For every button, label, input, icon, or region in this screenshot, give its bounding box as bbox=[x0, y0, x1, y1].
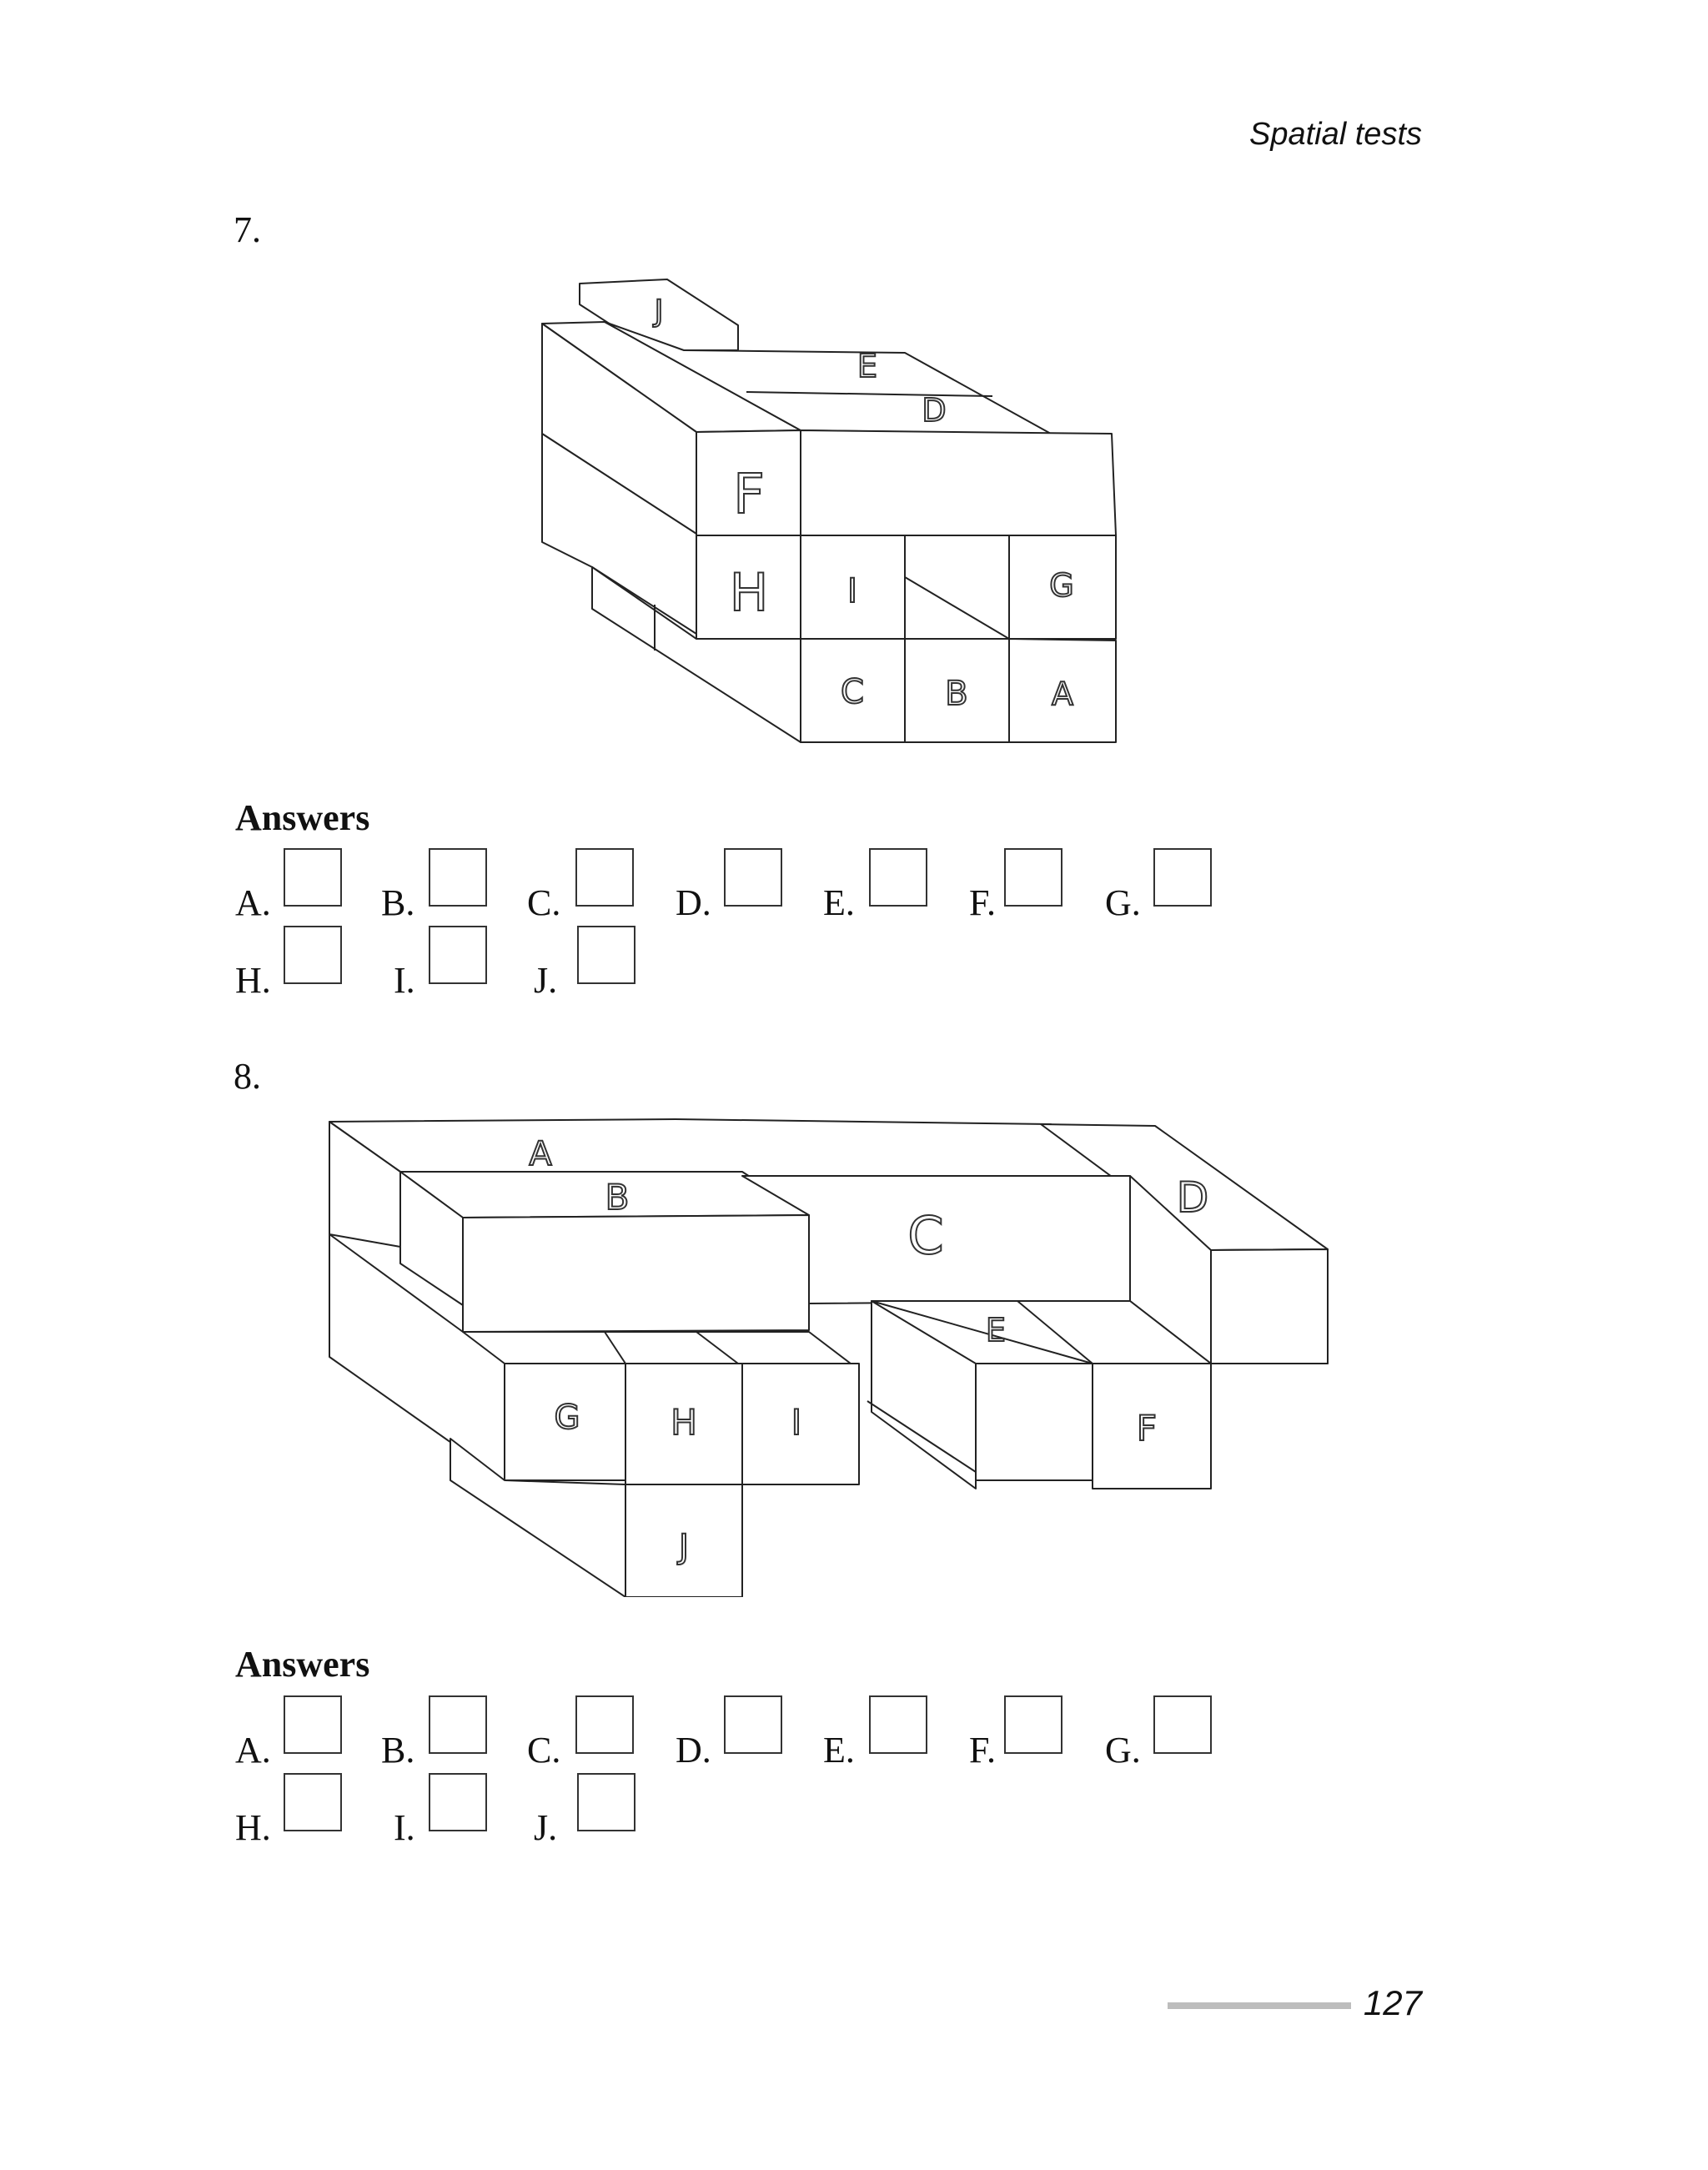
block-label: J bbox=[654, 294, 664, 329]
answer-box-c[interactable] bbox=[575, 848, 634, 907]
block-label: G bbox=[1049, 567, 1074, 604]
answer-box-d[interactable] bbox=[724, 1695, 782, 1754]
answers-heading: Answers bbox=[235, 1644, 370, 1685]
answer-box-c[interactable] bbox=[575, 1695, 634, 1754]
block-label: I bbox=[791, 1402, 802, 1443]
footer-rule bbox=[1168, 2002, 1351, 2009]
page-number: 127 bbox=[1363, 1983, 1422, 2022]
answer-box-g[interactable] bbox=[1153, 848, 1212, 907]
block-label: E bbox=[985, 1312, 1007, 1349]
block-figure bbox=[317, 1113, 1343, 1597]
block-figure bbox=[534, 275, 1134, 751]
block-label: I bbox=[847, 572, 857, 610]
answer-box-i[interactable] bbox=[429, 926, 487, 984]
block-label: F bbox=[733, 462, 765, 526]
answer-box-f[interactable] bbox=[1004, 848, 1062, 907]
block-label: F bbox=[1136, 1408, 1158, 1449]
answer-box-h[interactable] bbox=[284, 1773, 342, 1831]
block-label: B bbox=[605, 1177, 630, 1218]
block-label: H bbox=[729, 562, 769, 623]
block-label: J bbox=[679, 1528, 689, 1566]
answers-heading: Answers bbox=[235, 797, 370, 838]
answer-box-j[interactable] bbox=[577, 1773, 635, 1831]
block-label: D bbox=[1176, 1173, 1209, 1222]
block-label: B bbox=[945, 675, 968, 713]
block-label: A bbox=[529, 1135, 552, 1173]
answer-box-a[interactable] bbox=[284, 1695, 342, 1754]
answer-box-e[interactable] bbox=[869, 848, 927, 907]
answer-box-g[interactable] bbox=[1153, 1695, 1212, 1754]
answer-box-h[interactable] bbox=[284, 926, 342, 984]
block-label: E bbox=[857, 348, 878, 384]
answer-box-b[interactable] bbox=[429, 848, 487, 907]
block-label: H bbox=[671, 1402, 697, 1443]
question-number: 7. bbox=[234, 209, 261, 250]
block-label: D bbox=[922, 392, 947, 429]
question-number: 8. bbox=[234, 1056, 261, 1097]
block-label: A bbox=[1052, 676, 1073, 712]
answer-box-i[interactable] bbox=[429, 1773, 487, 1831]
answer-box-b[interactable] bbox=[429, 1695, 487, 1754]
running-header: Spatial tests bbox=[1249, 117, 1422, 152]
answer-box-d[interactable] bbox=[724, 848, 782, 907]
answer-box-f[interactable] bbox=[1004, 1695, 1062, 1754]
answer-box-a[interactable] bbox=[284, 848, 342, 907]
block-label: C bbox=[841, 673, 864, 711]
block-label: C bbox=[907, 1205, 944, 1266]
answer-box-e[interactable] bbox=[869, 1695, 927, 1754]
block-label: G bbox=[554, 1399, 580, 1437]
answer-box-j[interactable] bbox=[577, 926, 635, 984]
